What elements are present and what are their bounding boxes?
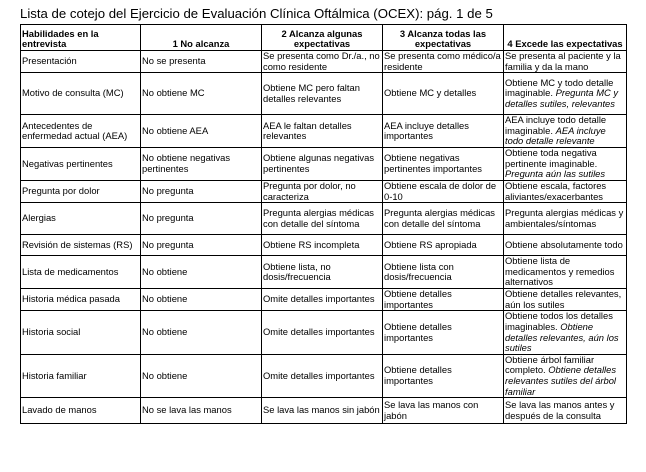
level-1-cell [141, 311, 262, 354]
level-1-cell [141, 235, 262, 256]
level-3-cell-text: AEA incluye detalles importantes [384, 119, 469, 142]
level-1-cell [141, 289, 262, 311]
header-cell-level-2: 2 Alcanza algunas expectativas [262, 25, 383, 51]
skill-cell-text: Negativas pertinentes [22, 157, 113, 169]
skill-cell [21, 51, 141, 73]
level-3-cell-text: Obtiene detalles importantes [384, 364, 452, 386]
level-3-cell-text: Se presenta como médico/a residente [384, 50, 501, 72]
header-cell-level-1: 1 No alcanza [141, 25, 262, 51]
level-4-cell-text: Se lava las manos antes y después de la consulta [505, 399, 615, 421]
level-1-cell-text: No obtiene AEA [142, 124, 209, 136]
level-3-cell [383, 354, 504, 397]
level-1-cell [141, 148, 262, 181]
skill-cell [21, 115, 141, 148]
skill-cell [21, 398, 141, 424]
level-1-cell [141, 203, 262, 235]
skill-cell [21, 235, 141, 256]
table-row [21, 51, 627, 73]
level-4-cell [504, 180, 627, 202]
level-2-cell-text: Pregunta por dolor, no caracteriza [263, 180, 356, 202]
skill-cell [21, 148, 141, 181]
skill-cell [21, 289, 141, 311]
level-3-cell [383, 289, 504, 311]
level-3-cell-text: Obtiene detalles importantes [384, 288, 452, 310]
level-2-cell [262, 73, 383, 115]
level-4-cell-text: Pregunta alergias médicas y ambientales/síntomas [505, 207, 624, 229]
skill-cell-text: Historia médica pasada [22, 293, 120, 305]
level-4-cell [504, 203, 627, 235]
table-row [21, 256, 627, 289]
level-4-cell-text: Se presenta al paciente y la familia y da la mano [505, 50, 621, 72]
level-4-cell-italic-text: Obtiene detalles relevantes, aún los sutiles [505, 320, 619, 354]
level-3-cell [383, 311, 504, 354]
page-title: Lista de cotejo del Ejercicio de Evaluación Clínica Oftálmica (OCEX): pág. 1 de 5 [20, 6, 493, 21]
level-4-cell [504, 289, 627, 311]
level-3-cell [383, 235, 504, 256]
level-1-cell-text: No obtiene [142, 369, 188, 381]
level-3-cell-text: Se lava las manos con jabón [384, 399, 479, 421]
level-2-cell [262, 354, 383, 397]
level-3-cell-text: Obtiene detalles importantes [384, 320, 452, 343]
level-4-cell [504, 256, 627, 289]
header-row [21, 25, 627, 51]
level-2-cell [262, 235, 383, 256]
table-row [21, 148, 627, 181]
level-4-cell-italic-text: Obtiene detalles relevantes sutiles del árbol familiar [505, 364, 617, 397]
skill-cell-text: Historia familiar [22, 369, 87, 381]
level-2-cell [262, 256, 383, 289]
skill-cell-text: Lavado de manos [22, 404, 97, 416]
table-row [21, 180, 627, 202]
table-row [21, 73, 627, 115]
level-2-cell-text: Se lava las manos sin jabón [263, 404, 380, 416]
level-3-cell [383, 180, 504, 202]
level-3-cell-text: Obtiene lista con dosis/frecuencia [384, 260, 454, 283]
level-4-cell [504, 73, 627, 115]
level-2-cell-text: Omite detalles importantes [263, 369, 375, 381]
table-row [21, 354, 627, 397]
level-2-cell [262, 398, 383, 424]
level-2-cell [262, 311, 383, 354]
level-2-cell [262, 51, 383, 73]
level-3-cell [383, 398, 504, 424]
level-2-cell-text: AEA le faltan detalles relevantes [263, 119, 352, 142]
skill-cell-text: Pregunta por dolor [22, 185, 100, 197]
level-3-cell [383, 115, 504, 148]
skill-cell [21, 354, 141, 397]
skill-cell-text: Historia social [22, 326, 81, 338]
level-1-cell [141, 115, 262, 148]
level-1-cell-text: No obtiene MC [142, 87, 205, 99]
level-4-cell [504, 51, 627, 73]
level-1-cell [141, 398, 262, 424]
table-row [21, 235, 627, 256]
level-4-cell-italic-text: AEA incluye todo detalle relevante [505, 124, 606, 147]
level-1-cell-text: No pregunta [142, 185, 194, 197]
level-2-cell [262, 203, 383, 235]
level-2-cell-text: Obtiene algunas negativas pertinentes [263, 152, 375, 175]
level-1-cell [141, 354, 262, 397]
skill-cell [21, 203, 141, 235]
header-cell-skills: Habilidades en la entrevista [21, 25, 141, 51]
level-4-cell-text: AEA incluye todo detalle imaginable. [505, 114, 607, 136]
skill-cell [21, 256, 141, 289]
level-4-cell [504, 115, 627, 148]
skill-cell-text: Revisión de sistemas (RS) [22, 238, 133, 250]
level-1-cell-text: No se lava las manos [142, 404, 232, 416]
level-3-cell [383, 256, 504, 289]
table-row [21, 289, 627, 311]
skill-cell-text: Presentación [22, 55, 77, 67]
level-2-cell-text: Obtiene lista, no dosis/frecuencia [263, 260, 331, 283]
level-3-cell [383, 203, 504, 235]
level-3-cell-text: Obtiene escala de dolor de 0-10 [384, 180, 497, 202]
level-1-cell-text: No obtiene [142, 265, 188, 277]
level-1-cell-text: No obtiene [142, 293, 188, 305]
level-2-cell [262, 115, 383, 148]
ocex-checklist-table [20, 24, 627, 424]
level-4-cell-text: Obtiene toda negativa pertinente imaginable. [505, 147, 598, 169]
skill-cell-text: Motivo de consulta (MC) [22, 87, 124, 99]
table-row [21, 398, 627, 424]
level-4-cell-text: Obtiene absolutamente todo [505, 238, 623, 250]
skill-cell-text: Lista de medicamentos [22, 265, 119, 277]
level-2-cell-text: Pregunta alergias médicas con detalle del síntoma [263, 207, 374, 229]
level-4-cell-text: Obtiene escala, factores aliviantes/exacerbantes [505, 180, 607, 202]
level-4-cell [504, 235, 627, 256]
level-1-cell-text: No obtiene negativas pertinentes [142, 152, 231, 175]
level-1-cell-text: No obtiene [142, 326, 188, 338]
level-2-cell [262, 180, 383, 202]
level-3-cell [383, 73, 504, 115]
level-1-cell-text: No se presenta [142, 55, 206, 67]
level-4-cell [504, 354, 627, 397]
level-4-cell-text: Obtiene detalles relevantes, aún los sutiles [505, 288, 622, 310]
level-2-cell-text: Omite detalles importantes [263, 293, 375, 305]
skill-cell-text: Antecedentes de enfermedad actual (AEA) [22, 119, 128, 142]
level-2-cell-text: Omite detalles importantes [263, 326, 375, 338]
level-3-cell-text: Obtiene RS apropiada [384, 238, 477, 250]
header-cell-level-4: 4 Excede las expectativas [504, 25, 627, 51]
level-1-cell-text: No pregunta [142, 238, 194, 250]
level-4-cell [504, 311, 627, 354]
level-3-cell-text: Obtiene negativas pertinentes importantes [384, 152, 482, 175]
table-row [21, 115, 627, 148]
level-4-cell [504, 148, 627, 181]
level-2-cell-text: Obtiene MC pero faltan detalles relevantes [263, 82, 360, 104]
level-1-cell [141, 180, 262, 202]
skill-cell [21, 311, 141, 354]
level-3-cell [383, 148, 504, 181]
level-4-cell-italic-text: Pregunta aún las sutiles [505, 168, 606, 180]
skill-cell-text: Alergias [22, 212, 56, 224]
level-2-cell [262, 289, 383, 311]
skill-cell [21, 180, 141, 202]
header-cell-level-3: 3 Alcanza todas las expectativas [383, 25, 504, 51]
level-1-cell-text: No pregunta [142, 212, 194, 224]
level-4-cell-text: Obtiene lista de medicamentos y remedios alternativos [505, 255, 615, 288]
table-row [21, 311, 627, 354]
level-4-cell-text: Obtiene árbol familiar completo. [505, 354, 595, 376]
level-3-cell-text: Pregunta alergias médicas con detalle del síntoma [384, 207, 495, 229]
level-1-cell [141, 256, 262, 289]
skill-cell [21, 73, 141, 115]
level-2-cell-text: Obtiene RS incompleta [263, 238, 360, 250]
level-1-cell [141, 51, 262, 73]
level-2-cell-text: Se presenta como Dr./a., no como residente [263, 50, 380, 72]
level-4-cell-text: Obtiene MC y todo detalle imaginable. [505, 76, 614, 99]
level-4-cell [504, 398, 627, 424]
table-row [21, 203, 627, 235]
level-1-cell [141, 73, 262, 115]
level-3-cell [383, 51, 504, 73]
level-2-cell [262, 148, 383, 181]
level-4-cell-italic-text: Pregunta MC y detalles sutiles, relevantes [505, 87, 619, 109]
level-4-cell-text: Obtiene todos los detalles imaginables. [505, 310, 613, 332]
level-3-cell-text: Obtiene MC y detalles [384, 87, 477, 99]
